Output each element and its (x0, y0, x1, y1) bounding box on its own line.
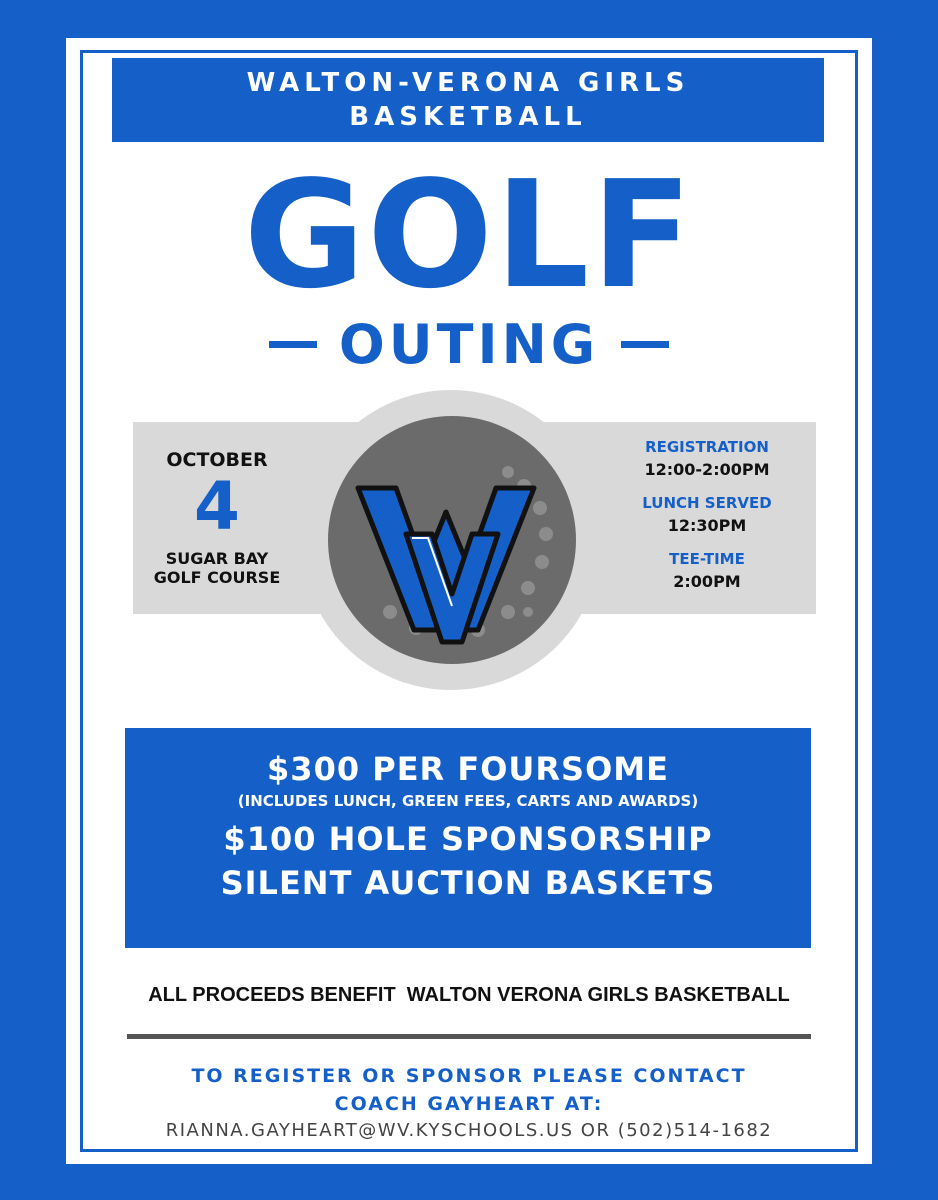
event-day: 4 (194, 468, 240, 545)
schedule-value-teetime: 2:00PM (673, 572, 741, 591)
pricing-box (125, 728, 811, 948)
dash-left (269, 341, 317, 348)
contact-line-2: COACH GAYHEART AT: (334, 1093, 604, 1115)
venue-line-2: GOLF COURSE (153, 568, 281, 587)
price-hole-sponsorship: $100 HOLE SPONSORSHIP (223, 820, 713, 858)
venue-line-1: SUGAR BAY (165, 549, 269, 568)
proceeds-text: ALL PROCEEDS BENEFIT WALTON VERONA GIRLS BASKETBALL (148, 984, 790, 1006)
event-venue (154, 549, 281, 587)
headline-golf: GOLF (243, 149, 695, 321)
title-banner (112, 58, 824, 142)
headline-outing: OUTING (338, 312, 600, 376)
flyer (66, 38, 872, 1164)
schedule-value-registration: 12:00-2:00PM (644, 460, 770, 479)
schedule (622, 436, 792, 604)
title-line-1: WALTON-VERONA GIRLS (246, 68, 690, 98)
contact-heading (66, 1062, 872, 1118)
title-line-2: BASKETBALL (349, 102, 587, 132)
silent-auction: SILENT AUCTION BASKETS (220, 864, 716, 902)
price-includes: (INCLUDES LUNCH, GREEN FEES, CARTS AND AWARDS) (237, 792, 699, 810)
schedule-value-lunch: 12:30PM (667, 516, 747, 535)
contact-line-1: TO REGISTER OR SPONSOR PLEASE CONTACT (191, 1065, 747, 1087)
dash-right (621, 341, 669, 348)
contact-details[interactable]: RIANNA.GAYHEART@WV.KYSCHOOLS.US OR (502)514-1682 (165, 1120, 773, 1141)
schedule-label-lunch: LUNCH SERVED (642, 494, 772, 512)
outing-row (66, 314, 872, 374)
price-foursome: $300 PER FOURSOME (267, 750, 669, 788)
schedule-label-teetime: TEE-TIME (669, 550, 745, 568)
wv-golf-ball-logo-icon (328, 416, 576, 664)
divider (127, 1034, 811, 1039)
schedule-label-registration: REGISTRATION (645, 438, 769, 456)
event-date (133, 422, 301, 614)
event-month: OCTOBER (166, 449, 268, 471)
